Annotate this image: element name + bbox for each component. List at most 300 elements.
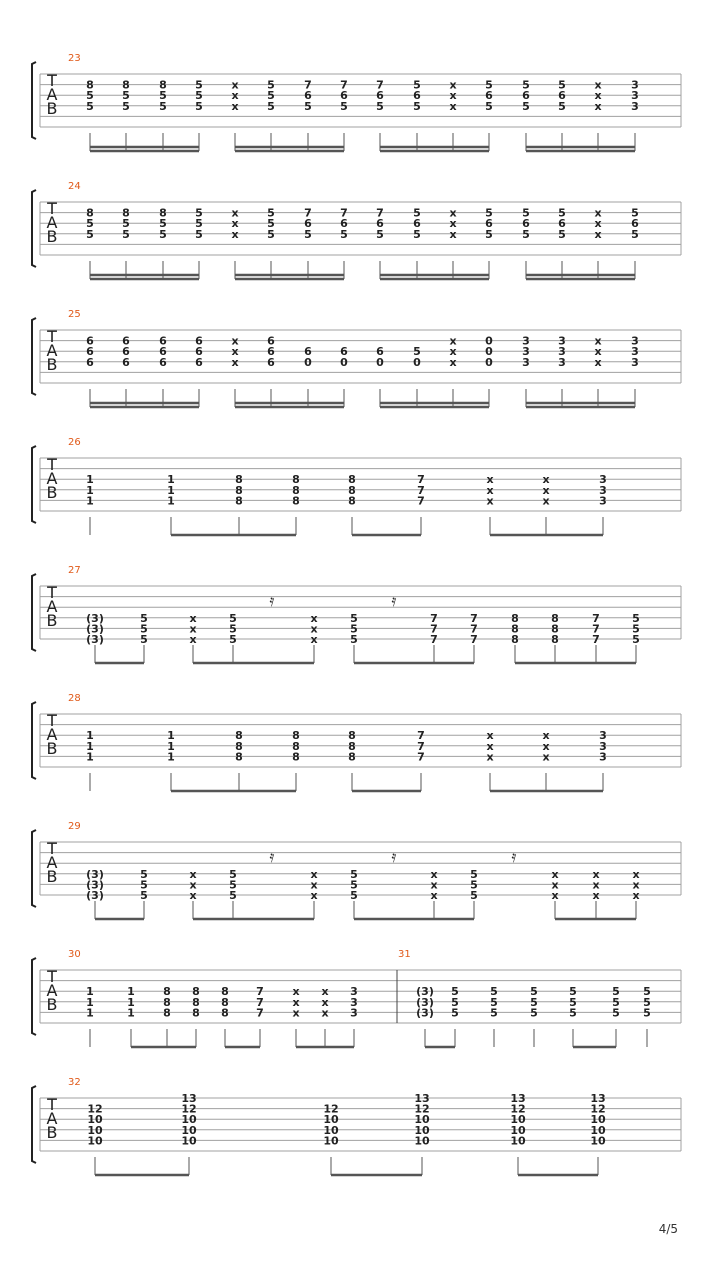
system-bracket [32,62,36,139]
fret-number: 3 [631,89,639,103]
fret-number: x [189,633,197,646]
fret-number: 8 [511,611,519,625]
fret-number: 8 [235,750,243,764]
page-number: 4/5 [658,1222,678,1236]
fret-number: 5 [522,227,530,241]
fret-number: 7 [417,750,425,764]
fret-number: 5 [122,89,130,103]
fret-number: 7 [376,206,384,220]
fret-number: 3 [599,729,607,743]
fret-number: x [310,889,318,902]
fret-number: 5 [632,611,640,625]
fret-number: 6 [485,217,493,231]
fret-number: 6 [195,334,203,348]
fret-number: 8 [122,206,130,220]
fret-number: 12 [323,1102,339,1116]
fret-number: 1 [86,483,94,497]
tab-clef-letter: T [47,199,57,218]
fret-number: 5 [451,1006,459,1020]
fret-number: x [449,227,457,241]
tab-clef-letter: T [47,327,57,346]
fret-number: 6 [195,345,203,359]
fret-number: x [632,878,640,892]
fret-number: 10 [323,1113,339,1127]
fret-number: 8 [235,483,243,497]
fret-number: 6 [195,355,203,369]
fret-number: x [449,78,457,92]
fret-number: 12 [414,1102,430,1116]
fret-number: 7 [256,985,264,999]
fret-number: 6 [159,345,167,359]
fret-number: x [542,750,550,764]
fret-number: 5 [140,889,148,902]
tab-clef-letter: B [46,611,58,630]
fret-number: x [449,334,457,348]
fret-number: x [189,889,197,902]
fret-number: 7 [417,729,425,743]
fret-number: (3) [86,622,104,636]
fret-number: x [321,995,329,1009]
tab-clef-letter: A [46,597,58,616]
fret-number: 3 [350,1006,358,1020]
fret-number: 5 [485,78,493,92]
fret-number: 7 [470,611,478,625]
fret-number: 8 [348,473,356,487]
fret-number: 7 [430,622,438,636]
fret-number: 5 [451,995,459,1009]
fret-number: 3 [599,739,607,753]
fret-number: 1 [127,995,135,1009]
system-bracket [32,958,36,1035]
fret-number: 5 [229,878,237,892]
measure-number: 23 [68,53,81,64]
fret-number: 10 [181,1113,197,1127]
fret-number: 5 [530,985,538,999]
measure-number: 29 [68,821,81,832]
tab-clef-letter: A [46,85,58,104]
fret-number: 6 [267,345,275,359]
fret-number: 5 [140,611,148,625]
fret-number: 6 [267,355,275,369]
fret-number: 7 [340,78,348,92]
fret-number: x [231,206,239,220]
fret-number: 5 [612,1006,620,1020]
rest-symbol: 𝄿 [269,591,275,610]
fret-number: 7 [417,739,425,753]
fret-number: 5 [631,206,639,220]
fret-number: x [486,739,494,753]
fret-number: x [551,878,559,892]
fret-number: 5 [631,227,639,241]
fret-number: 6 [86,355,94,369]
fret-number: 7 [340,206,348,220]
fret-number: 8 [292,483,300,497]
fret-number: 5 [86,227,94,241]
fret-number: 5 [485,99,493,113]
fret-number: x [594,206,602,220]
fret-number: x [551,867,559,881]
fret-number: 6 [376,345,384,359]
fret-number: 5 [569,985,577,999]
fret-number: x [449,89,457,103]
fret-number: (3) [86,633,104,646]
fret-number: (3) [416,1006,434,1020]
fret-number: 1 [86,473,94,487]
tab-clef-letter: T [47,583,57,602]
fret-number: x [542,729,550,743]
fret-number: 5 [490,1006,498,1020]
fret-number: 3 [558,345,566,359]
tab-clef-letter: T [47,1095,57,1114]
tab-clef-letter: T [47,711,57,730]
fret-number: 3 [522,345,530,359]
fret-number: 5 [470,889,478,902]
fret-number: x [486,473,494,487]
fret-number: x [231,78,239,92]
fret-number: 5 [522,99,530,113]
fret-number: 8 [551,622,559,636]
fret-number: 8 [511,633,519,646]
fret-number: x [189,611,197,625]
fret-number: 3 [631,345,639,359]
fret-number: 1 [86,729,94,743]
fret-number: 5 [558,78,566,92]
fret-number: 6 [304,89,312,103]
rest-symbol: 𝄿 [391,847,397,866]
fret-number: 5 [159,99,167,113]
fret-number: 5 [195,206,203,220]
measure-number: 27 [68,565,81,576]
fret-number: 5 [530,1006,538,1020]
fret-number: 8 [348,483,356,497]
tab-clef-letter: B [46,355,58,374]
fret-number: 3 [599,750,607,764]
tab-clef-letter: A [46,469,58,488]
fret-number: 5 [451,985,459,999]
fret-number: 5 [195,78,203,92]
fret-number: 7 [470,622,478,636]
fret-number: 1 [167,483,175,497]
fret-number: 6 [340,217,348,231]
fret-number: 6 [413,217,421,231]
fret-number: 5 [485,227,493,241]
fret-number: 7 [256,1006,264,1020]
fret-number: x [592,889,600,902]
fret-number: x [594,78,602,92]
fret-number: 8 [348,750,356,764]
tab-clef-letter: B [46,867,58,886]
system-bracket [32,830,36,907]
fret-number: 5 [86,89,94,103]
fret-number: 5 [558,206,566,220]
fret-number: 5 [159,89,167,103]
fret-number: 1 [86,1006,94,1020]
fret-number: 0 [413,355,421,369]
fret-number: 8 [192,995,200,1009]
tab-clef-letter: B [46,99,58,118]
fret-number: 8 [159,78,167,92]
fret-number: 5 [229,867,237,881]
fret-number: 7 [592,622,600,636]
fret-number: x [189,878,197,892]
fret-number: x [310,622,318,636]
rest-symbol: 𝄿 [269,847,275,866]
fret-number: 0 [304,355,312,369]
fret-number: (3) [86,867,104,881]
fret-number: x [310,611,318,625]
fret-number: 5 [490,985,498,999]
fret-number: 6 [413,89,421,103]
fret-number: 0 [485,334,493,348]
fret-number: 6 [304,345,312,359]
fret-number: 5 [159,217,167,231]
fret-number: 8 [348,729,356,743]
fret-number: 6 [122,355,130,369]
fret-number: (3) [86,889,104,902]
fret-number: 5 [569,995,577,1009]
fret-number: 6 [340,345,348,359]
fret-number: 6 [631,217,639,231]
fret-number: 1 [167,750,175,764]
fret-number: 5 [490,995,498,1009]
fret-number: 5 [350,867,358,881]
fret-number: 7 [376,78,384,92]
fret-number: 8 [292,739,300,753]
fret-number: 5 [140,878,148,892]
fret-number: 10 [414,1113,430,1127]
fret-number: 3 [350,985,358,999]
fret-number: 0 [485,355,493,369]
fret-number: 8 [235,473,243,487]
fret-number: 10 [414,1134,430,1148]
fret-number: 8 [221,995,229,1009]
fret-number: x [189,867,197,881]
tab-clef-letter: B [46,995,58,1014]
fret-number: x [542,739,550,753]
fret-number: 10 [510,1123,526,1137]
fret-number: x [594,355,602,369]
fret-number: 5 [229,889,237,902]
system-bracket [32,190,36,267]
fret-number: 8 [348,739,356,753]
fret-number: 8 [292,729,300,743]
fret-number: 8 [163,985,171,999]
fret-number: 5 [643,1006,651,1020]
fret-number: 5 [122,99,130,113]
fret-number: 13 [414,1092,430,1105]
fret-number: 6 [86,334,94,348]
system-bracket [32,446,36,523]
fret-number: 5 [350,622,358,636]
fret-number: 7 [470,633,478,646]
fret-number: 7 [430,633,438,646]
fret-number: 8 [122,78,130,92]
system-bracket [32,1086,36,1163]
measure-number: 30 [68,949,81,960]
fret-number: 6 [485,89,493,103]
fret-number: 7 [256,995,264,1009]
tab-clef-letter: A [46,981,58,1000]
fret-number: 5 [470,867,478,881]
fret-number: 3 [631,334,639,348]
fret-number: 5 [159,227,167,241]
fret-number: 8 [511,622,519,636]
fret-number: x [594,217,602,231]
fret-number: 5 [229,633,237,646]
fret-number: 7 [417,473,425,487]
fret-number: 5 [413,345,421,359]
fret-number: x [594,99,602,113]
measure-number: 28 [68,693,81,704]
fret-number: 5 [340,99,348,113]
fret-number: 13 [510,1092,526,1105]
measure-number: 32 [68,1077,81,1088]
tab-clef-letter: T [47,967,57,986]
fret-number: x [321,985,329,999]
fret-number: x [449,355,457,369]
fret-number: 6 [122,334,130,348]
fret-number: 5 [413,99,421,113]
fret-number: 6 [122,345,130,359]
fret-number: (3) [416,985,434,999]
tab-clef-letter: T [47,839,57,858]
fret-number: 5 [632,633,640,646]
fret-number: 5 [485,206,493,220]
rest-symbol: 𝄿 [511,847,517,866]
fret-number: 5 [376,99,384,113]
fret-number: 10 [181,1123,197,1137]
fret-number: x [594,89,602,103]
fret-number: 1 [167,494,175,508]
fret-number: 5 [522,206,530,220]
fret-number: x [594,334,602,348]
fret-number: 8 [86,78,94,92]
fret-number: 1 [167,739,175,753]
fret-number: 5 [122,227,130,241]
fret-number: x [542,494,550,508]
fret-number: 10 [181,1134,197,1148]
tab-clef-letter: B [46,1123,58,1142]
fret-number: 7 [304,78,312,92]
fret-number: 3 [599,483,607,497]
fret-number: 5 [140,633,148,646]
fret-number: 5 [413,227,421,241]
fret-number: 7 [592,611,600,625]
fret-number: 3 [599,473,607,487]
fret-number: 8 [292,473,300,487]
fret-number: 5 [195,227,203,241]
fret-number: 8 [163,995,171,1009]
fret-number: 10 [590,1123,606,1137]
fret-number: 3 [599,494,607,508]
tab-clef-letter: B [46,739,58,758]
fret-number: x [321,1006,329,1020]
fret-number: 1 [86,985,94,999]
fret-number: x [189,622,197,636]
fret-number: x [592,867,600,881]
fret-number: x [542,483,550,497]
fret-number: x [486,750,494,764]
fret-number: 6 [340,89,348,103]
fret-number: 5 [530,995,538,1009]
fret-number: 8 [221,985,229,999]
fret-number: 1 [167,729,175,743]
fret-number: x [292,985,300,999]
fret-number: x [542,473,550,487]
fret-number: 8 [159,206,167,220]
fret-number: 5 [612,985,620,999]
fret-number: x [449,99,457,113]
tab-clef-letter: T [47,71,57,90]
fret-number: 6 [159,355,167,369]
fret-number: 5 [267,89,275,103]
fret-number: 6 [522,217,530,231]
fret-number: 8 [551,633,559,646]
fret-number: 5 [140,867,148,881]
system-bracket [32,574,36,651]
tab-clef-letter: A [46,213,58,232]
fret-number: x [449,206,457,220]
fret-number: x [231,99,239,113]
fret-number: 5 [86,217,94,231]
fret-number: 10 [87,1113,103,1127]
fret-number: 5 [643,985,651,999]
fret-number: 7 [304,206,312,220]
fret-number: 8 [235,729,243,743]
fret-number: x [231,334,239,348]
fret-number: x [231,217,239,231]
fret-number: 5 [413,206,421,220]
fret-number: 8 [551,611,559,625]
fret-number: 8 [86,206,94,220]
fret-number: 3 [350,995,358,1009]
tab-clef-letter: B [46,483,58,502]
rest-symbol: 𝄿 [391,591,397,610]
fret-number: 5 [413,78,421,92]
fret-number: 8 [292,750,300,764]
fret-number: 12 [181,1102,197,1116]
fret-number: 10 [510,1134,526,1148]
fret-number: 5 [140,622,148,636]
fret-number: 5 [612,995,620,1009]
fret-number: x [632,867,640,881]
fret-number: 10 [590,1134,606,1148]
fret-number: 5 [195,99,203,113]
fret-number: 5 [376,227,384,241]
fret-number: 5 [229,622,237,636]
fret-number: x [292,995,300,1009]
fret-number: 7 [430,611,438,625]
fret-number: 5 [267,206,275,220]
fret-number: 5 [350,633,358,646]
fret-number: 12 [510,1102,526,1116]
fret-number: x [486,483,494,497]
fret-number: 6 [159,334,167,348]
fret-number: 10 [590,1113,606,1127]
fret-number: 1 [127,1006,135,1020]
fret-number: x [449,217,457,231]
measure-number: 24 [68,181,81,192]
fret-number: 1 [86,739,94,753]
fret-number: 12 [87,1102,103,1116]
fret-number: 5 [267,99,275,113]
measure-number: 25 [68,309,81,320]
system-bracket [32,318,36,395]
fret-number: x [231,355,239,369]
fret-number: 5 [558,99,566,113]
fret-number: 3 [631,99,639,113]
fret-number: x [231,227,239,241]
